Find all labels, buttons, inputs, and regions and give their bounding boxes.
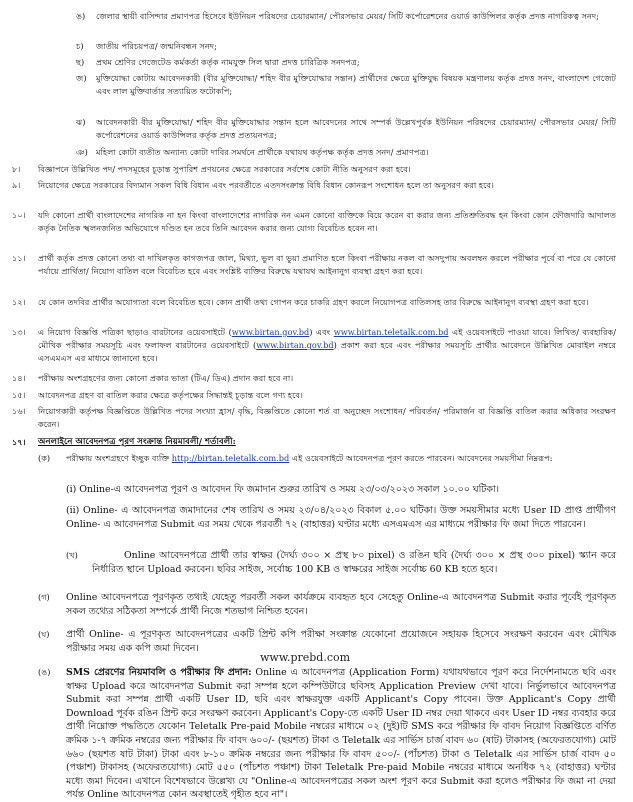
para-number: ১১।	[12, 253, 26, 263]
para-number: ১০।	[12, 210, 26, 220]
para-number: ১৬।	[12, 406, 26, 416]
item-text: জেলার স্থায়ী বাসিন্দার প্রমাণপত্র হিসেবে ইউনিয়ন পরিষদের চেয়ারম্যান/ পৌরসভার মেয়র/ সিটি কর্পোরেশনের ওয়ার্ড কাউন্সিলর কর্তৃক প্রদত্ত নাগরিকত্ব সনদ;	[96, 11, 599, 21]
item-label: ঙ)	[76, 11, 86, 21]
para-text: প্রার্থী কর্তৃক প্রদত্ত কোনো তথ্য বা দাখিলকৃত কাগজপত্র জাল, মিথ্যা, ভুল বা ভুয়া প্রমাণিত হলে কিংবা পরীক্ষায় নকল বা অসদুপায় অবলম্বন করলে পরীক্ষার পূর্বে বা পরে যে কোনো পর্যায়ে প্রার্থিতা/ নিয়োগ বাতিল বলে বিবেচিত হবে এবং সংশ্লিষ্ট ব্যক্তির বিরুদ্ধে যথাযথ আইনানুগ ব্যবস্থা গ্রহণ করা হবে।	[38, 253, 616, 277]
para-13-text-a: এ নিয়োগ বিজ্ঞপ্তি পত্রিকা ছাড়াও বারটানের ওয়েবসাইটে (	[38, 327, 232, 337]
para-text: যে কোন তদবির প্রার্থীর অযোগ্যতা বলে বিবেচিত হবে। কোন প্রার্থী তথ্য গোপন করে চাকরি গ্রহণ করলে নিয়োগপত্র বাতিলসহ তার বিরুদ্ধে আইনানুগ ব্যবস্থা গ্রহণ করা হবে।	[38, 297, 589, 307]
item-text: আবেদনকারী বীর মুক্তিযোদ্ধা/ শহিদ বীর মুক্তিযোদ্ধার সন্তান হলে আবেদনের সাথে সম্পর্ক উল্লেখপূর্বক ইউনিয়ন পরিষদের চেয়ারম্যান/ পৌরসভার মেয়র/ সিটি কর্পোরেশনের ওয়ার্ড কাউন্সিলর কর্তৃক প্রদত্ত প্রত্যয়নপত্র;	[96, 117, 616, 141]
para-number: ১৪।	[12, 373, 26, 383]
sub-text-ga: Online আবেদনপত্রে পূরণকৃত তথ্যই যেহেতু পরবর্তী সকল কার্যক্রমে ব্যবহৃত হবে সেহেতু Online-এ আবেদনপত্র Submit করার পূর্বেই পূরণকৃত সকল তথ্যের সঠিকতা সম্পর্কে প্রার্থী নিজে শতভাগ নিশ্চিত হবেন।	[66, 592, 616, 617]
item-text: জাতীয় পরিচয়পত্র/ জন্মনিবন্ধন সনদ;	[96, 41, 217, 51]
para-number: ৮।	[12, 164, 21, 174]
para-number: ৯।	[12, 180, 21, 190]
para-number: ১২।	[12, 297, 26, 307]
item-text: মহিলা কোটা ব্যতীত অন্যান্য কোটা দাবির সমর্থনে প্রার্থীকে যথাযথ কর্তৃপক্ষ কর্তৃক প্রদত্ত সনদ/ প্রমাণপত্র।	[96, 147, 429, 157]
item-label: চ)	[76, 41, 84, 51]
application-start-date: (i) Online-এ আবেদনপত্র পূরণ ও আবেদন ফি জমাদান শুরুর তারিখ ও সময় ২৩/০৩/২০২৩ সকাল ১০.০০ ঘটিকা।	[66, 484, 500, 495]
item-label: ঝ)	[76, 117, 86, 127]
para-text: যদি কোনো প্রার্থী বাংলাদেশের নাগরিক না হন কিংবা বাংলাদেশের নাগরিক নন এমন কোনো ব্যক্তিকে বিয়ে করেন বা করার জন্য প্রতিশ্রুতিবদ্ধ হন কিংবা কোন ফৌজদারি আদালত কর্তৃক নৈতিক স্খলনজনিত অভিযোগে দণ্ডিত হন তবে তিনি আবেদন করার জন্য যোগ্য বিবেচিত হবেন না।	[38, 210, 616, 234]
para-text: আবেদনপত্র গ্রহণ বা বাতিল করার ক্ষেত্রে কর্তৃপক্ষের সিদ্ধান্তই চূড়ান্ত বলে গণ্য হবে।	[38, 390, 303, 400]
item-text: প্রথম শ্রেণির গেজেটেড কর্মকর্তা কর্তৃক নামযুক্ত সিল দ্বারা প্রদত্ত চারিত্রিক সনদপত্র;	[96, 57, 360, 67]
item-label: ঞ)	[76, 147, 88, 157]
application-end-date: (ii) Online- এ আবেদনপত্র জমাদানের শেষ তারিখ ও সময় ২৩/০৪/২০২৩ বিকাল ৫.০০ ঘটিকা। উক্ত সময়সীমার মধ্যে User ID প্রাপ্ত প্রার্থীগণ Online- এ আবেদনপত্র Submit এর সময় থেকে পরবর্তী ৭২ (বাহাত্তর) ঘণ্টার মধ্যে এসএমএস এর মাধ্যমে পরীক্ষার ফি জমা দিতে পারবেন।	[66, 505, 616, 530]
para-text: পরীক্ষায় অংশগ্রহণের জন্য কোনো প্রকার ভাতা (টিএ/ ডিএ) প্রদান করা হবে না।	[38, 373, 294, 383]
sms-fee-text: Online এ আবেদনপত্র (Application Form) যথাযথভাবে পূরণ করে নির্দেশনামতে ছবি এবং স্বাক্ষর Upload করে আবেদনপত্র Submit করা সম্পন্ন হলে কম্পিউটারে ছবিসহ Application Preview দেখা যাবে। নির্ভুলভাবে আবেদনপত্র Submit করা সম্পন্ন প্রার্থী একটি User ID, ছবি এবং স্বাক্ষরযুক্ত একটি Applicant's Copy পাবেন। উক্ত Applicant's Copy প্রার্থী Download পূর্বক রঙিন প্রিন্ট করে সংরক্ষণ করবেন। Applicant's Copy-তে একটি User ID নম্বর দেয়া থাকবে এবং User ID নম্বর ব্যবহার করে প্রার্থী নিম্নোক্ত পদ্ধতিতে যেকোন Teletalk Pre-paid Mobile নম্বরের মাধ্যমে ০২ (দুই)টি SMS করে পরীক্ষার ফি বাবদ নিয়োগ বিজ্ঞপ্তিতে বর্ণিত ক্রমিক ১-৭ ক্রমিক নম্বরের জন্য পরীক্ষার ফি বাবদ ৬০০/- (ছয়শত) টাকা ও Teletalk এর সার্ভিস চার্জ বাবদ ৬০ (ষাট) টাকাসহ (অফেরতযোগ্য) মোট ৬৬০ (ছয়শত ষাট টাকা) টাকা এবং ৮-১০ ক্রমিক নম্বরের জন্য পরীক্ষার ফি বাবদ ৫০০/- (পাঁচশত) টাকা ও Teletalk এর সার্ভিস চার্জ বাবদ ৫০ (পঞ্চাশ) টাকাসহ (অফেরতযোগ্য) মোট ৫৫০ (পাঁচশত পঞ্চাশ) টাকা Teletalk Pre-paid Mobile নম্বরের মাধ্যমে অনধিক ৭২ (বাহাত্তর) ঘণ্টার মধ্যে জমা দিবেন। এখানে বিশেষভাবে উল্লেখ্য যে "Online-এ আবেদনপত্রের সকল অংশ পূরণ করে Submit করা হলেও পরীক্ষার ফি জমা না দেয়া পর্যন্ত Online আবেদনপত্র কোন অবস্থাতেই গৃহীত হবে না"।	[66, 667, 617, 801]
item-label: ছ)	[76, 57, 85, 67]
para-text: নিয়োগের ক্ষেত্রে সরকারের বিদ্যমান সকল বিধি বিধান এবং পরবর্তীতে এতদসংক্রান্ত বিধি বিধান কোনরূপ সংশোধন হলে তা অনুসরণ করা হবে।	[38, 180, 494, 190]
sub-text-kha: Online আবেদনপত্রে প্রার্থী তার স্বাক্ষর (দৈর্ঘ্য ৩০০ × প্রস্থ ৮০ pixel) ও রঙিন ছবি (দৈর্ঘ্য ৩০০ × প্রস্থ ৩০০ pixel) স্ক্যান করে নির্ধারিত স্থানে Upload করবেন। ছবির সাইজ, সর্বোচ্চ 100 KB ও স্বাক্ষরের সাইজ সর্বোচ্চ 60 KB হতে হবে।	[92, 550, 616, 575]
section-17-number: ১৭।	[12, 437, 26, 447]
para-13-text-d: ) প্রকাশ করা হবে এবং পরীক্ষার সময়সূচি প্রার্থীর আবেদনে উল্লিখিত মোবাইল নম্বরে এসএমএস এর মাধ্যমে জানানো হবে।	[38, 340, 616, 364]
sub-label-ka: (ক)	[38, 453, 51, 463]
para-text	[38, 326, 616, 366]
para-number: ১৩।	[12, 327, 26, 337]
sub-text-ka: পরীক্ষায় অংশগ্রহণে ইচ্ছুক ব্যক্তি http://birtan.teletalk.com.bd এই ওয়েবসাইটে আবেদনপত্র পূরণ করতে পারবেন। আবেদনের সময়সীমা নিম্নরূপ:	[66, 453, 553, 463]
birtan-teletalk-link[interactable]: www.birtan.teletalk.com.bd	[333, 327, 449, 337]
section-17-heading: অনলাইনে আবেদনপত্র পূরণ সংক্রান্ত নিয়মাবলী/ শর্তাবলী:	[38, 437, 236, 447]
birtan-website-link-2[interactable]: www.birtan.gov.bd	[256, 340, 334, 351]
sub-label-uma: (ঙ)	[38, 667, 51, 677]
sms-fee-heading: SMS প্রেরণের নিয়মাবলি ও পরীক্ষার ফি প্রদান:	[66, 667, 252, 678]
sub-label-ga: (গ)	[38, 592, 50, 602]
teletalk-apply-link[interactable]: http://birtan.teletalk.com.bd	[171, 453, 290, 463]
para-13-text-b: ) এবং	[309, 327, 334, 337]
para-number: ১৫।	[12, 390, 26, 400]
sub-text-uma	[66, 666, 616, 802]
para-13-text-c: এই ওয়েবসাইটে পাওয়া যাবে। লিখিত/ ব্যবহারিক/ মৌখিক পরীক্ষার সময়সূচি এবং ফলাফল বারটানের ওয়েবসাইটে (	[38, 327, 616, 351]
watermark-text: www.prebd.com	[260, 651, 351, 664]
sub-label-kha: (খ)	[66, 550, 78, 560]
sub-text-gha: প্রার্থী Online- এ পূরণকৃত আবেদনপত্রের একটি প্রিন্ট কপি পরীক্ষা সংক্রান্ত যেকোনো প্রয়োজনে সহায়ক হিসেবে সংরক্ষণ করবেন এবং মৌখিক পরীক্ষার সময় এক কপি জমা দিবেন।	[66, 629, 616, 654]
sub-label-gha: (ঘ)	[38, 629, 50, 639]
item-text: মুক্তিযোদ্ধা কোটায় আবেদনকারী (বীর মুক্তিযোদ্ধা/ শহিদ বীর মুক্তিযোদ্ধার সন্তান) প্রার্থীদের ক্ষেত্রে মুক্তিযুদ্ধ বিষয়ক মন্ত্রণালয় কর্তৃক প্রদত্ত সনদ, বাংলাদেশ গেজেট এবং লাল মুক্তিবার্তার সত্যায়িত ফটোকপি;	[96, 73, 616, 97]
para-text: নিয়োগকারী কর্তৃপক্ষ বিজ্ঞপ্তিতে উল্লিখিত পদের সংখ্যা হ্রাস/ বৃদ্ধি, বিজ্ঞপ্তিতে কোনো শর্ত বা অনুচ্ছেদ সংশোধন/ পরিবর্তন/ পরিমার্জন বা বিজ্ঞপ্তি বাতিল করার অধিকার সংরক্ষণ করেন।	[38, 406, 616, 430]
birtan-website-link[interactable]: www.birtan.gov.bd	[231, 327, 310, 337]
para-text: বিজ্ঞাপনে উল্লিখিত পদ/ পদসমূহের চূড়ান্ত সুপারিশ প্রণয়নের ক্ষেত্রে সরকারের সর্বশেষ কোটা নীতি অনুসরণ করা হবে।	[38, 164, 411, 174]
item-label: জ)	[76, 73, 87, 83]
